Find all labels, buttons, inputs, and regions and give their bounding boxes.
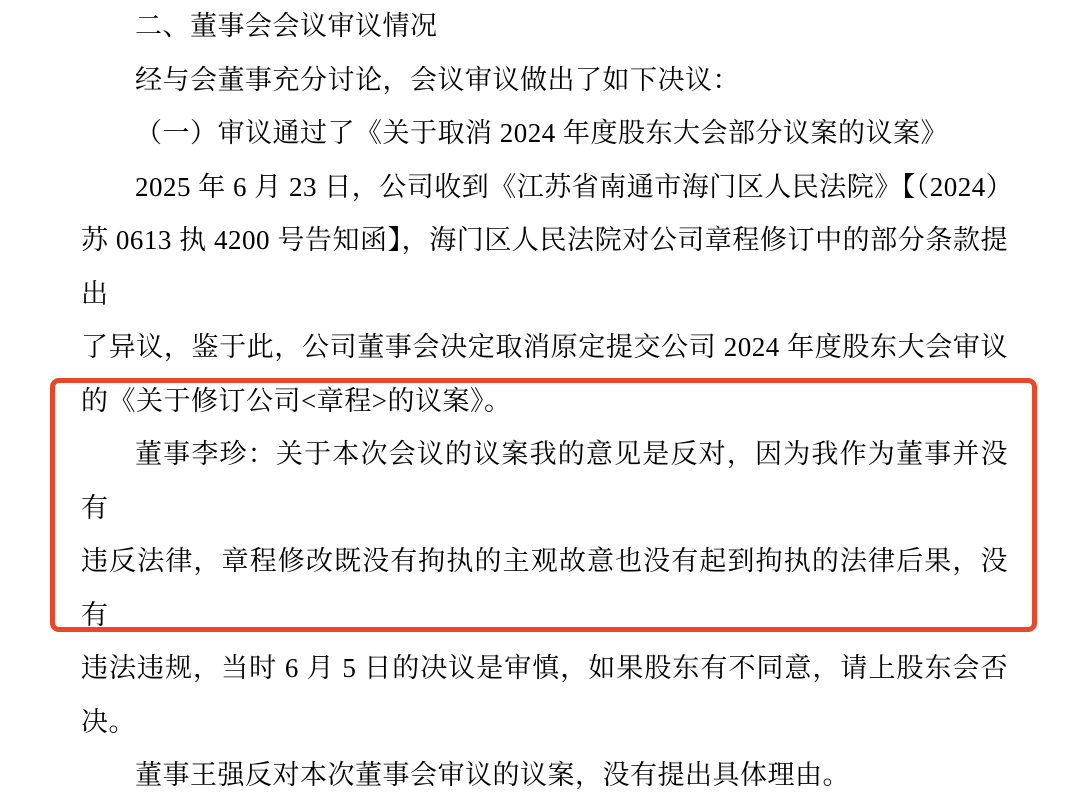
text-line: 经与会董事充分讨论，会议审议做出了如下决议： bbox=[135, 64, 740, 95]
text-line: 决。 bbox=[81, 706, 136, 737]
text-line: 了异议，鉴于此，公司董事会决定取消原定提交公司 2024 年度股东大会审议 bbox=[81, 332, 1008, 362]
text-line: 违反法律，章程修改既没有拘执的主观故意也没有起到拘执的法律后果，没有 bbox=[81, 546, 1008, 630]
text-line: 苏 0613 执 4200 号告知函】，海门区人民法院对公司章程修订中的部分条款提出 bbox=[81, 225, 1008, 309]
text-line: 董事王强反对本次董事会审议的议案，没有提出具体理由。 bbox=[135, 760, 850, 790]
section-heading: 二、董事会会议审议情况 bbox=[135, 11, 438, 41]
text-line: 违法违规，当时 6 月 5 日的决议是审慎，如果股东有不同意，请上股东会否 bbox=[81, 653, 1008, 683]
text-line: （一）审议通过了《关于取消 2024 年度股东大会部分议案的议案》 bbox=[135, 118, 948, 148]
text-line: 的《关于修订公司<章程>的议案》。 bbox=[81, 385, 512, 416]
text-line: 董事李珍：关于本次会议的议案我的意见是反对，因为我作为董事并没有 bbox=[81, 439, 1008, 523]
document-body bbox=[81, 0, 1014, 803]
text-line: 2025 年 6 月 23 日，公司收到《江苏省南通市海门区人民法院》【（2024） bbox=[135, 171, 1014, 202]
